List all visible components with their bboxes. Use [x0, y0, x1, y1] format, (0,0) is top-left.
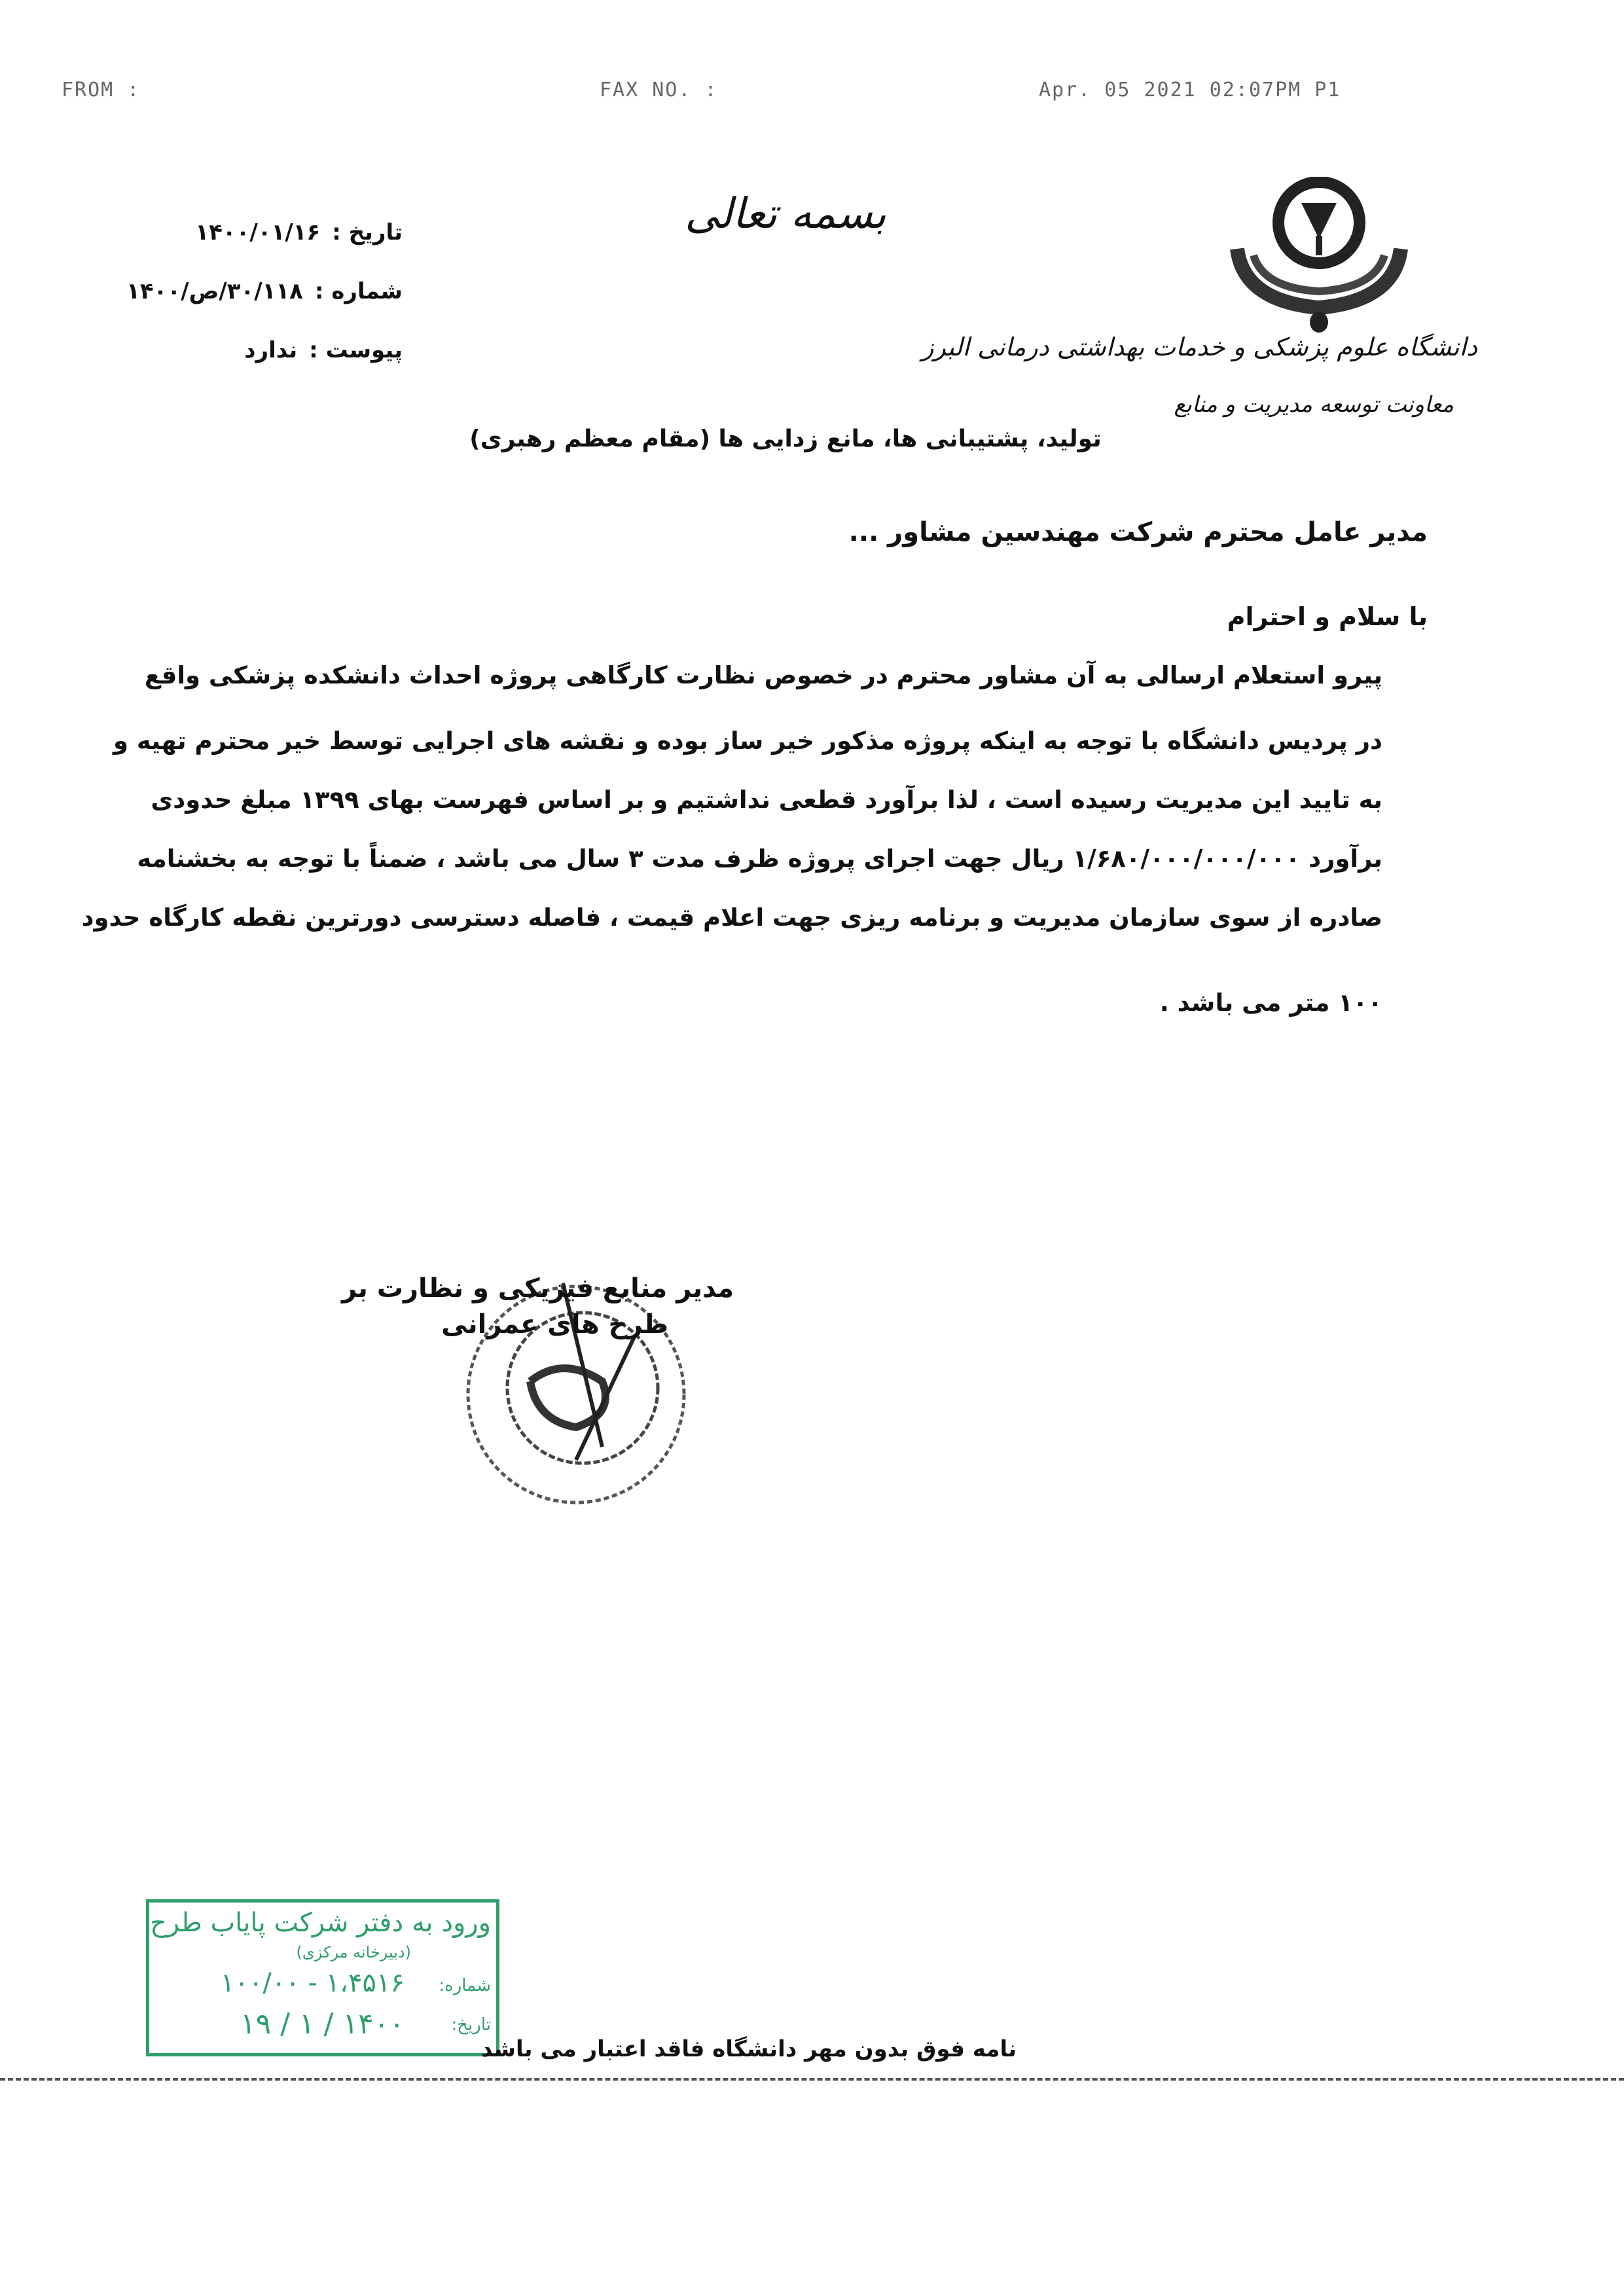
receipt-stamp	[146, 1899, 499, 2056]
stamp-date-value: ۱۴۰۰ / ۱ / ۱۹	[240, 2007, 405, 2041]
stamp-number-value: ۱۰۰/۰۰ - ۱،۴۵۱۶	[220, 1968, 405, 1998]
body-line: به تایید این مدیریت رسیده است ، لذا برآورد قطعی نداشتیم و بر اساس فهرست بهای ۱۳۹۹ مبلغ حدودی	[151, 786, 1382, 814]
stamp-title: ورود به دفتر شرکت پایاب طرح	[150, 1908, 491, 1938]
body-line: در پردیس دانشگاه با توجه به اینکه پروژه مذکور خیر ساز بوده و نقشه های اجرایی توسط خیر محترم تهیه و	[113, 727, 1382, 755]
signatory-title: مدیر منابع فیزیکی و نظارت بر	[341, 1273, 734, 1303]
letterhead-department: معاونت توسعه مدیریت و منابع	[1174, 392, 1454, 418]
stamp-date-label: تاریخ:	[451, 2015, 491, 2035]
letterhead-university: دانشگاه علوم پزشکی و خدمات بهداشتی درمانی البرز	[922, 333, 1477, 361]
stamp-number-label: شماره:	[439, 1976, 491, 1995]
body-line: ۱۰۰ متر می باشد .	[1159, 989, 1382, 1017]
number-value: ۳۰/۱۱۸/ص/۱۴۰۰	[126, 278, 303, 304]
footer-divider	[0, 2078, 1624, 2081]
footer-note: نامه فوق بدون مهر دانشگاه فاقد اعتبار می باشد	[480, 2036, 1017, 2062]
slogan: تولید، پشتیبانی ها، مانع زدایی ها (مقام معظم رهبری)	[469, 426, 1102, 452]
letter-attachment	[244, 337, 403, 363]
university-logo-icon	[1224, 177, 1414, 334]
stamp-subtitle: (دبیرخانه مرکزی)	[296, 1943, 411, 1961]
fax-number: FAX NO. :	[600, 79, 718, 101]
signatory-title-line2: طرح های عمرانی	[441, 1309, 668, 1339]
attachment-value: ندارد	[244, 337, 298, 363]
number-label: شماره :	[314, 278, 403, 304]
letter-date	[195, 219, 403, 246]
greeting: با سلام و احترام	[1227, 602, 1428, 631]
attachment-label: پیوست :	[309, 337, 403, 363]
letter-number	[126, 278, 403, 304]
addressee: مدیر عامل محترم شرکت مهندسین مشاور ...	[848, 517, 1428, 547]
body-line: برآورد ۱/۶۸۰/۰۰۰/۰۰۰/۰۰۰ ریال جهت اجرای پروژه ظرف مدت ۳ سال می باشد ، ضمناً با توجه به بخشنامه	[137, 845, 1382, 873]
official-seal-icon	[406, 1231, 746, 1506]
fax-from: FROM :	[62, 79, 141, 101]
date-label: تاریخ :	[332, 219, 403, 246]
fax-timestamp: Apr. 05 2021 02:07PM P1	[1039, 79, 1341, 101]
date-value: ۱۴۰۰/۰۱/۱۶	[195, 219, 321, 246]
body-line: پیرو استعلام ارسالی به آن مشاور محترم در خصوص نظارت کارگاهی پروژه احداث دانشکده پزشکی واقع	[144, 661, 1382, 689]
body-line: صادره از سوی سازمان مدیریت و برنامه ریزی جهت اعلام قیمت ، فاصله دسترسی دورترین نقطه کارگاه حدود	[81, 903, 1382, 932]
basmala: بسمه تعالی	[685, 190, 886, 238]
